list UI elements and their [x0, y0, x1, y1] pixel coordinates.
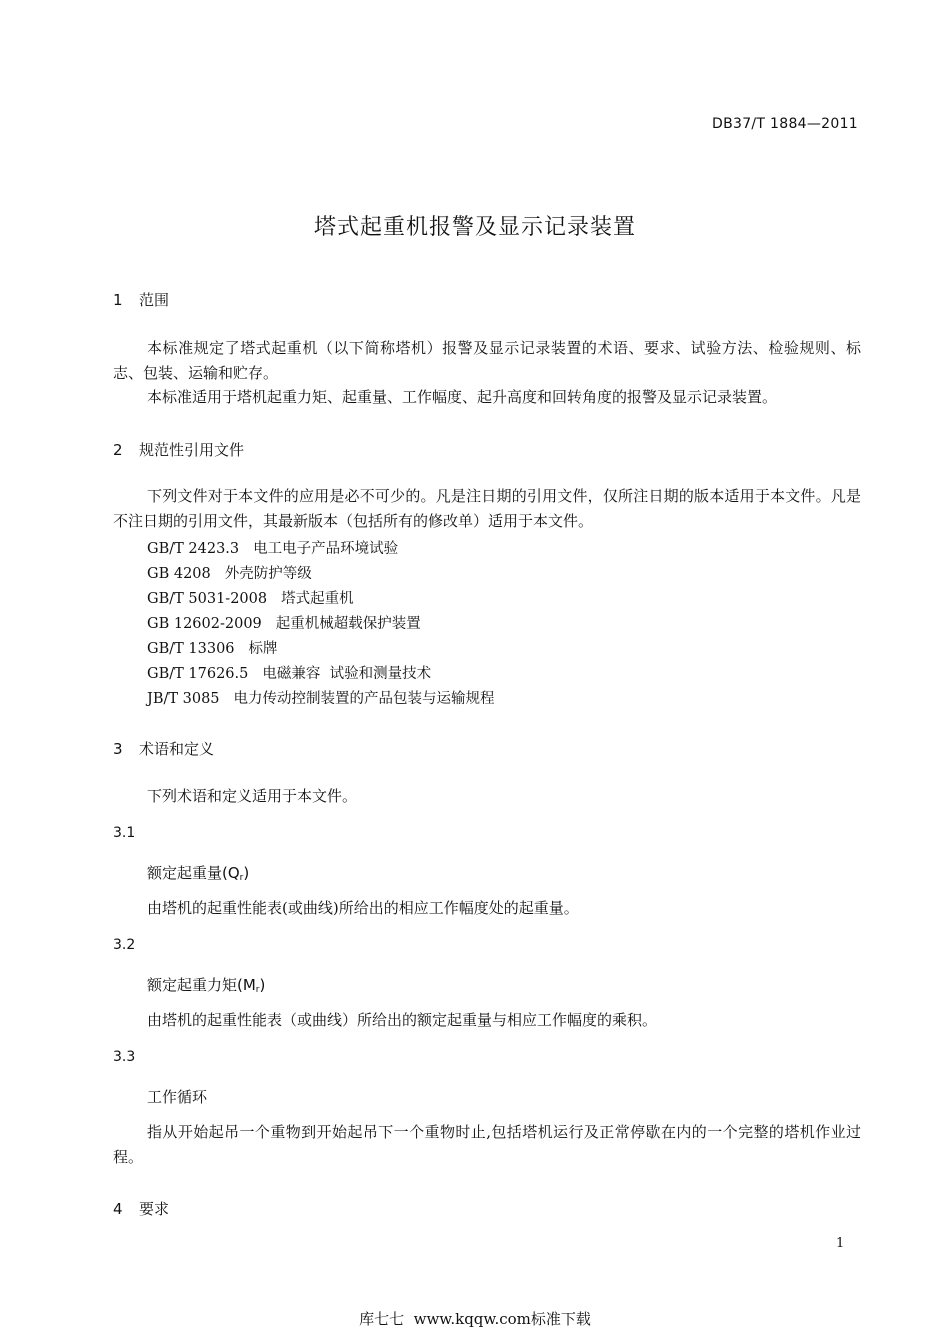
reference-code: GB/T 13306 [147, 641, 235, 657]
reference-title: 外壳防护等级 [224, 566, 312, 582]
reference-code: GB/T 17626.5 [147, 666, 249, 682]
footer-watermark: 库七七 www.kqqw.com标准下载 [359, 1310, 591, 1328]
section-number: 3 [113, 740, 123, 758]
reference-code: JB/T 3085 [147, 691, 220, 707]
term-3-1 [147, 862, 249, 883]
term-subscript: r [239, 873, 244, 883]
page-number: 1 [836, 1236, 845, 1251]
reference-code: GB 4208 [147, 566, 211, 582]
reference-item [147, 662, 431, 683]
reference-title: 塔式起重机 [281, 591, 354, 607]
clause-number-3-2: 3.2 [113, 937, 136, 953]
section-title: 规范性引用文件 [139, 441, 245, 459]
reference-code: GB/T 2423.3 [147, 541, 240, 557]
reference-title: 起重机械超载保护装置 [275, 616, 421, 632]
definition-3-2: 由塔机的起重性能表（或曲线）所给出的额定起重量与相应工作幅度的乘积。 [147, 1011, 658, 1029]
clause-number-3-1: 3.1 [113, 825, 136, 841]
term-text: 额定起重量(Q [147, 864, 240, 882]
reference-title: 电磁兼容 试验和测量技术 [262, 666, 432, 682]
definition-3-3: 指从开始起吊一个重物到开始起吊下一个重物时止,包括塔机运行及正常停歇在内的一个完整的塔机作业过程。 [113, 1123, 861, 1166]
reference-item [147, 687, 495, 708]
term-text: 额定起重力矩(M [147, 976, 256, 994]
clause-number-3-3: 3.3 [113, 1049, 136, 1065]
section-number: 2 [113, 441, 123, 459]
definition-3-1: 由塔机的起重性能表(或曲线)所给出的相应工作幅度处的起重量。 [147, 899, 579, 917]
reference-item [147, 612, 421, 633]
section-4-heading [113, 1198, 169, 1219]
section-number: 1 [113, 291, 123, 309]
term-close-paren: ) [259, 976, 266, 994]
section-title: 范围 [139, 291, 170, 309]
reference-title: 电力传动控制装置的产品包装与运输规程 [233, 691, 495, 707]
section-2-heading [113, 439, 244, 460]
term-3-3 [147, 1086, 207, 1107]
section-2-intro: 下列文件对于本文件的应用是必不可少的。凡是注日期的引用文件，仅所注日期的版本适用于本文件。凡是不注日期的引用文件，其最新版本（包括所有的修改单）适用于本文件。 [113, 487, 861, 530]
section-1-heading [113, 289, 169, 310]
section-title: 要求 [139, 1200, 170, 1218]
reference-item [147, 637, 278, 658]
term-close-paren: ) [243, 864, 250, 882]
reference-item [147, 562, 312, 583]
reference-title: 标牌 [248, 641, 278, 657]
reference-item [147, 587, 354, 608]
reference-title: 电工电子产品环境试验 [253, 541, 399, 557]
section-1-paragraph-1: 本标准规定了塔式起重机（以下简称塔机）报警及显示记录装置的术语、要求、试验方法、检验规则、标志、包装、运输和贮存。 [113, 339, 861, 382]
section-3-heading [113, 738, 214, 759]
reference-code: GB 12602-2009 [147, 616, 262, 632]
reference-code: GB/T 5031-2008 [147, 591, 268, 607]
section-number: 4 [113, 1200, 123, 1218]
document-title: 塔式起重机报警及显示记录装置 [313, 215, 636, 240]
term-3-2 [147, 974, 265, 995]
reference-item [147, 537, 398, 558]
section-3-intro: 下列术语和定义适用于本文件。 [147, 787, 358, 805]
section-1-paragraph-2: 本标准适用于塔机起重力矩、起重量、工作幅度、起升高度和回转角度的报警及显示记录装置。 [147, 388, 778, 406]
section-title: 术语和定义 [139, 740, 215, 758]
standard-code: DB37/T 1884—2011 [712, 116, 858, 132]
term-subscript: r [255, 985, 260, 995]
term-text: 工作循环 [147, 1088, 208, 1106]
